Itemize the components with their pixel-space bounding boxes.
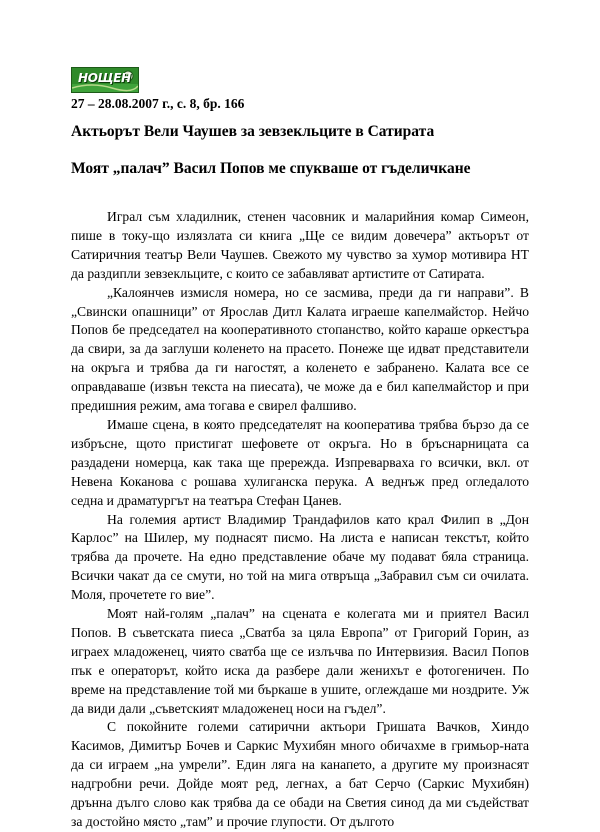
logo-text: НОЩЕН bbox=[78, 71, 131, 85]
subheadline: Моят „палач” Васил Попов ме спукваше от гъделичкане bbox=[71, 160, 471, 177]
headline: Актьорът Вели Чаушев за зевзекльците в Сатирата bbox=[71, 123, 435, 140]
paragraph: С покойните големи сатирични актьори Гришата Вачков, Хиндо Касимов, Димитър Бочев и Саркис Мухибян много обичахме в гримьор-ната да си играем „на умрели”. Един ляга на канапето, а другите му произнасят надгробни речи. Дойде моят ред, легнах, а бат Серчо (Саркис Мухибян) дрънна дълго слово как трябва да се обади на Светия синод да ми съдействат за достойно място „там” и прочие глупости. От дългото bbox=[71, 719, 529, 829]
article-body bbox=[71, 208, 529, 832]
paragraph: Играл съм хладилник, стенен часовник и маларийния комар Симеон, пише в току-що излязлата си книга „Ще се видим довечера” актьорът от Сатиричния театър Вели Чаушев. Свежото му чувство за хумор мотивира НТ да раздипли зевзекльците, с които се забавляват артистите от Сатирата. bbox=[71, 209, 529, 281]
paragraph: Моят най-голям „палач” на сцената е колегата ми и приятел Васил Попов. В съветската пиеса „Сватба за цяла Европа” от Григорий Горин, аз играех младоженец, чиято сватба ще се излъчва по Интервизия. Васил Попов пък е операторът, който иска да разбере дали женихът е фотогеничен. По време на представление той ми бъркаше в ушите, оглеждаше ми ноздрите. Уж да види дали „съветският младоженец носи на гъдел”. bbox=[71, 606, 529, 716]
newspaper-logo bbox=[71, 67, 139, 93]
paragraph: На големия артист Владимир Трандафилов като крал Филип в „Дон Карлос” на Шилер, му поднасят писмо. На листа е написан текстът, който трябва да прочете. На едно представление обаче му подават бяла страница. Всички чакат да се смути, но той на мига отвръща „Забравил съм си очилата. Моля, прочетете го вие”. bbox=[71, 511, 529, 603]
paragraph: „Калоянчев измисля номера, но се засмива, преди да ги направи”. В „Свински опашници” от Ярослав Дитл Калата играеше капелмайстор. Нейчо Попов бе председател на кооперативното стопанство, който караше оркестъра да свири, за да заглуши коленето на прасето. Понеже ще идват представители на окръга и трябва да ги нагостят, а коленето е забранено. Калата все се оправдаваше (извън текста на пиесата), че може да е бил капелмайстор и при предишния режим, ама тогава е свирел фалшиво. bbox=[71, 284, 529, 414]
paragraph: Имаше сцена, в която председателят на кооператива трябва бързо да се избръсне, щото пристигат шефовете от окръга. Но в бръснарницата са раздадени номерца, как така ще прережда. Изпреварваха го всички, вкл. от Невена Коканова с рошава хулиганска перука. А веднъж пред огледалото седна и драматургът на театъра Стефан Цанев. bbox=[71, 416, 529, 508]
source-line: 27 – 28.08.2007 г., с. 8, бр. 166 bbox=[71, 96, 245, 111]
